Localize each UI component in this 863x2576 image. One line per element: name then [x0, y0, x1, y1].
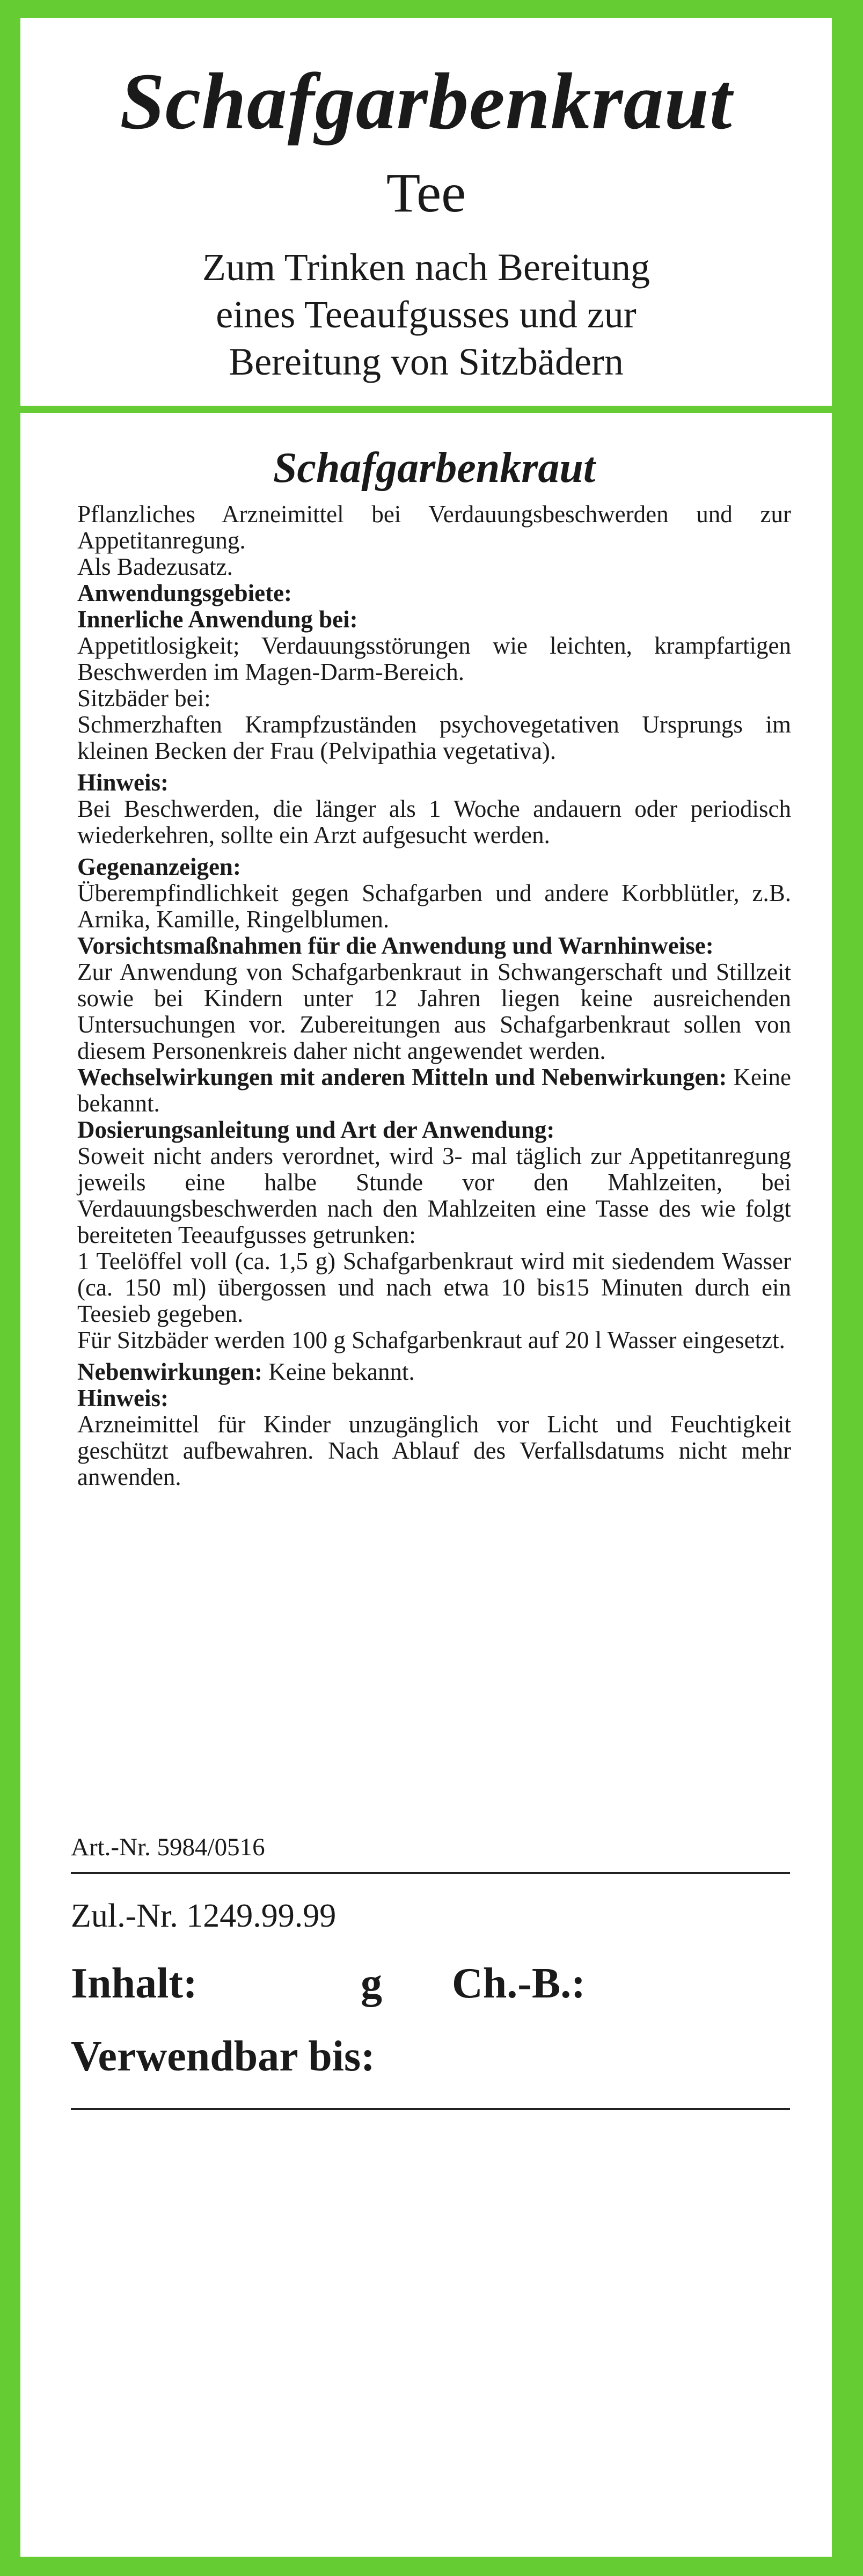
hinweis-2-text: Arzneimittel für Kinder unzugänglich vor Licht und Feuchtigkeit geschützt aufbewahren. Nach Ablauf des Verfallsdatums nicht mehr anwenden. [77, 1411, 791, 1490]
intro-text: Pflanzliches Arzneimittel bei Verdauungsbeschwerden und zur Appetitanregung. [77, 501, 791, 554]
dosierung-text-2: 1 Teelöffel voll (ca. 1,5 g) Schafgarbenkraut wird mit siedendem Wasser (ca. 150 ml) übergossen und nach etwa 10 bis15 Minuten durch ein Teesieb gegeben. [77, 1248, 791, 1327]
product-subtitle: Tee [386, 162, 466, 224]
description-line: Zum Trinken nach Bereitung [202, 246, 650, 289]
label-header [20, 18, 832, 405]
intro-text-2: Als Badezusatz. [77, 553, 233, 580]
article-number: Art.-Nr. 5984/0516 [71, 1833, 265, 1861]
green-divider [20, 406, 832, 413]
wechselwirkungen-paragraph [77, 1064, 791, 1117]
description-line: Bereitung von Sitzbädern [229, 340, 624, 383]
heading-hinweis: Hinweis: [77, 769, 169, 796]
heading-anwendungsgebiete: Anwendungsgebiete: [77, 580, 292, 606]
innerliche-anwendung-text: Appetitlosigkeit; Verdauungsstörungen wie leichten, krampfartigen Beschwerden im Magen-Darm-Bereich. [77, 632, 791, 685]
heading-hinweis-2: Hinweis: [77, 1385, 169, 1411]
dosierung-text-3: Für Sitzbäder werden 100 g Schafgarbenkraut auf 20 l Wasser eingesetzt. [77, 1327, 785, 1353]
product-title: Schafgarbenkraut [120, 57, 733, 146]
gegenanzeigen-text: Überempfindlichkeit gegen Schafgarben und andere Korbblütler, z.B. Arnika, Kamille, Ringelblumen. [77, 880, 791, 933]
approval-number: Zul.-Nr. 1249.99.99 [71, 1898, 337, 1934]
tea-label [20, 18, 832, 2557]
inhalt-label: Inhalt: [71, 1960, 198, 2007]
vorsichtsmassnahmen-text: Zur Anwendung von Schafgarbenkraut in Schwangerschaft und Stillzeit sowie bei Kindern unter 12 Jahren liegen keine ausreichenden Untersuchungen vor. Zubereitungen aus Schafgarbenkraut sollen von diesem Personenkreis daher nicht angewendet werden. [77, 958, 791, 1064]
heading-gegenanzeigen: Gegenanzeigen: [77, 853, 241, 880]
sitzbaeder-label: Sitzbäder bei: [77, 685, 211, 712]
heading-wechselwirkungen: Wechselwirkungen mit anderen Mitteln und Nebenwirkungen: [77, 1064, 727, 1091]
dosierung-text: Soweit nicht anders verordnet, wird 3- mal täglich zur Appetitanregung jeweils eine halbe Stunde vor den Mahlzeiten, bei Verdauungsbeschwerden nach den Mahlzeiten eine Tasse des wie folgt bereiteten Teeaufgusses getrunken: [77, 1143, 791, 1248]
heading-nebenwirkungen: Nebenwirkungen: [77, 1358, 263, 1385]
wechselwirkungen-text: Keine bekannt. [77, 1064, 791, 1117]
heading-vorsichtsmassnahmen: Vorsichtsmaßnahmen für die Anwendung und Warnhinweise: [77, 932, 714, 959]
expiry-label: Verwendbar bis: [71, 2033, 375, 2080]
package-leaflet-text [77, 442, 791, 1490]
content-batch-row [71, 1958, 790, 2009]
footer-rule-bottom [71, 2108, 790, 2110]
nebenwirkungen-text: Keine bekannt. [268, 1358, 415, 1385]
footer-rule [71, 1872, 790, 1874]
sitzbaeder-text: Schmerzhaften Krampfzuständen psychovegetativen Ursprungs im kleinen Becken der Frau (Pelvipathia vegetativa). [77, 711, 791, 764]
inhalt-unit: g [361, 1960, 382, 2007]
heading-dosierungsanleitung: Dosierungsanleitung und Art der Anwendung: [77, 1116, 555, 1143]
section-title: Schafgarbenkraut [273, 444, 596, 492]
nebenwirkungen-paragraph [77, 1359, 791, 1385]
charge-label: Ch.-B.: [452, 1960, 586, 2007]
description-line: eines Teeaufgusses und zur [216, 293, 637, 336]
hinweis-text: Bei Beschwerden, die länger als 1 Woche andauern oder periodisch wiederkehren, sollte ein Arzt aufgesucht werden. [77, 795, 791, 848]
heading-innerliche-anwendung: Innerliche Anwendung bei: [77, 606, 358, 633]
label-footer [71, 1832, 790, 2110]
product-description [20, 244, 832, 385]
